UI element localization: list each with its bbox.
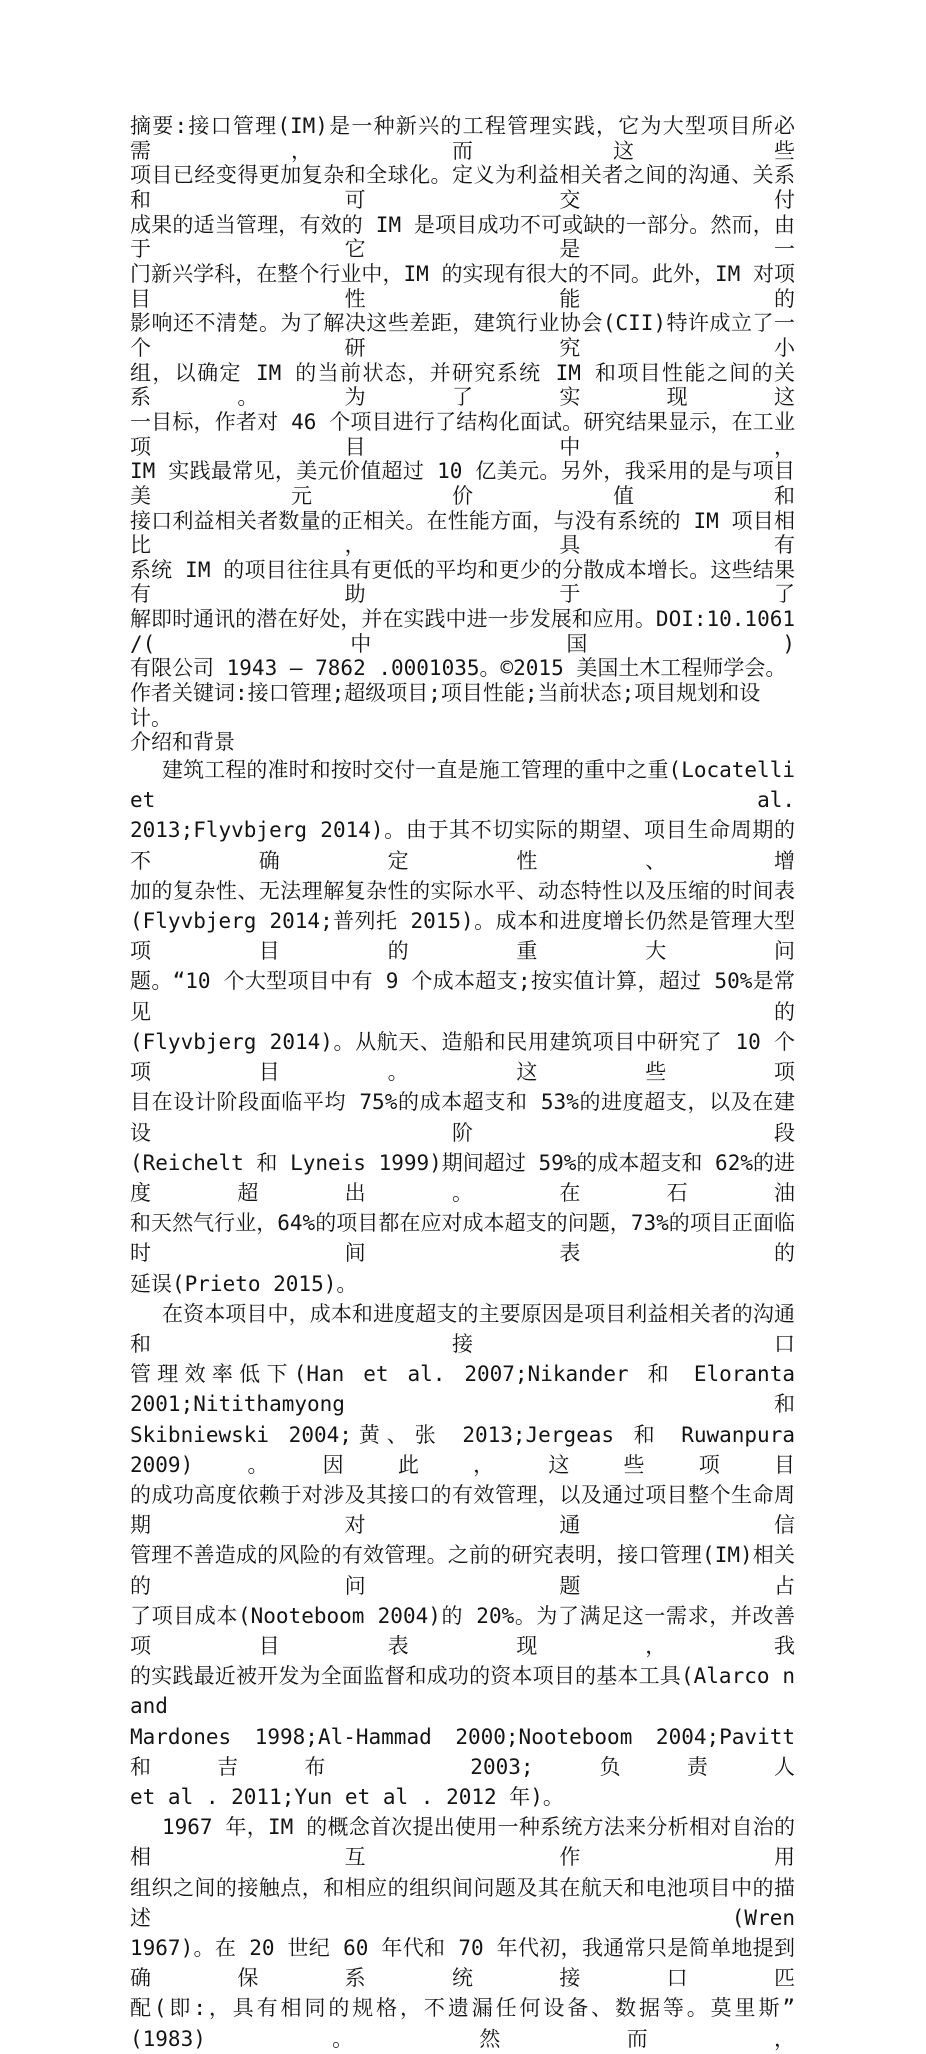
text-line: 一目标，作者对 46 个项目进行了结构化面试。研究结果显示，在工业项目中， xyxy=(130,409,795,459)
text-line: 题。“10 个大型项目中有 9 个成本超支;按实值计算，超过 50%是常见的 xyxy=(130,969,795,1024)
text-line: 1967)。在 20 世纪 60 年代和 70 年代初，我通常只是简单地提到确保系统接口匹 xyxy=(130,1935,795,1991)
text-line: 和天然气行业，64%的项目都在应对成本超支的问题，73%的项目正面临时间表的 xyxy=(130,1211,795,1266)
text-line: 延误(Prieto 2015)。 xyxy=(130,1271,358,1296)
text-line: 2013;Flyvbjerg 2014)。由于其不切实际的期望、项目生命周期的不确定性、增 xyxy=(130,818,795,873)
text-line: 成果的适当管理，有效的 IM 是项目成功不可或缺的一部分。然而，由于它是一 xyxy=(130,212,795,262)
front-matter-section xyxy=(130,114,795,755)
text-line: 系统 IM 的项目往往具有更低的平均和更少的分散成本增长。这些结果有助于了 xyxy=(130,557,795,607)
text-line: 管理效率低下(Han et al. 2007;Nikander 和 Eloranta 2001;Nitithamyong 和 xyxy=(130,1362,795,1417)
text-line: 摘要:接口管理(IM)是一种新兴的工程管理实践，它为大型项目所必需，而这些 xyxy=(130,114,795,163)
text-line: 介绍和背景 xyxy=(130,730,235,755)
text-line: 作者关键词:接口管理;超级项目;项目性能;当前状态;项目规划和设计。 xyxy=(130,681,761,730)
text-line: et al . 2011;Yun et al . 2012 年)。 xyxy=(130,1784,564,1809)
text-line: 了项目成本(Nooteboom 2004)的 20%。为了满足这一需求，并改善项目表现，我 xyxy=(130,1603,795,1658)
text-line: 接口利益相关者数量的正相关。在性能方面，与没有系统的 IM 项目相比，具有 xyxy=(130,508,795,558)
text-line: IM 实践最常见，美元价值超过 10 亿美元。另外，我采用的是与项目美元价值和 xyxy=(130,459,795,508)
intro-paragraph-2 xyxy=(130,1299,795,1812)
text-line: Mardones 1998;Al-Hammad 2000;Nooteboom 2004;Pavitt 和吉布 2003;负责人 xyxy=(130,1724,795,1779)
introduction-section xyxy=(130,755,795,2054)
text-line: 加的复杂性、无法理解复杂性的实际水平、动态特性以及压缩的时间表 xyxy=(130,878,795,903)
text-line: (Flyvbjerg 2014)。从航天、造船和民用建筑项目中研究了 10 个项目。这些项 xyxy=(130,1029,795,1085)
text-line: (Reichelt 和 Lyneis 1999)期间超过 59%的成本超支和 62%的进度超出。在石油 xyxy=(130,1150,795,1205)
text-line: 门新兴学科，在整个行业中，IM 的实现有很大的不同。此外，IM 对项目性能的 xyxy=(130,261,795,311)
text-line: 配(即:，具有相同的规格，不遗漏任何设备、数据等。莫里斯”(1983)。然而， xyxy=(130,1996,795,2051)
text-line: 的成功高度依赖于对涉及其接口的有效管理，以及通过项目整个生命周期对通信 xyxy=(130,1482,795,1538)
text-line: Skibniewski 2004;黄、张 2013;Jergeas 和 Ruwanpura 2009)。因此，这些项目 xyxy=(130,1422,795,1477)
text-line: (Flyvbjerg 2014;普列托 2015)。成本和进度增长仍然是管理大型项目的重大问 xyxy=(130,909,795,964)
document-text-area xyxy=(130,114,795,2054)
text-line: 组织之间的接触点，和相应的组织间问题及其在航天和电池项目中的描述(Wren xyxy=(130,1875,795,1930)
text-line: 有限公司 1943 – 7862 .0001035。©2015 美国土木工程师学会。 xyxy=(130,656,787,681)
text-line: 在资本项目中，成本和进度超支的主要原因是项目利益相关者的沟通和接口 xyxy=(130,1301,795,1356)
text-line: 管理不善造成的风险的有效管理。之前的研究表明，接口管理(IM)相关的问题占 xyxy=(130,1543,795,1598)
text-line: 解即时通讯的潜在好处，并在实践中进一步发展和应用。DOI:10.1061 /(中国) xyxy=(130,607,795,656)
text-line: 的实践最近被开发为全面监督和成功的资本项目的基本工具(Alarco n and xyxy=(130,1664,795,1719)
text-line: 1967 年，IM 的概念首次提出使用一种系统方法来分析相对自治的相互作用 xyxy=(130,1815,795,1870)
text-line: 目在设计阶段面临平均 75%的成本超支和 53%的进度超支，以及在建设阶段 xyxy=(130,1090,795,1145)
intro-paragraph-1 xyxy=(130,755,795,1299)
text-line: 建筑工程的准时和按时交付一直是施工管理的重中之重(Locatelli et al. xyxy=(130,758,795,813)
intro-paragraph-3 xyxy=(130,1812,795,2054)
text-line: 影响还不清楚。为了解决这些差距，建筑行业协会(CII)特许成立了一个研究小 xyxy=(130,311,795,360)
text-line: 项目已经变得更加复杂和全球化。定义为利益相关者之间的沟通、关系和可交付 xyxy=(130,163,795,212)
author-keywords xyxy=(130,681,795,730)
text-line: 组，以确定 IM 的当前状态，并研究系统 IM 和项目性能之间的关系。为了实现这 xyxy=(130,360,795,410)
section-heading-introduction xyxy=(130,730,795,755)
abstract-paragraph xyxy=(130,114,795,681)
